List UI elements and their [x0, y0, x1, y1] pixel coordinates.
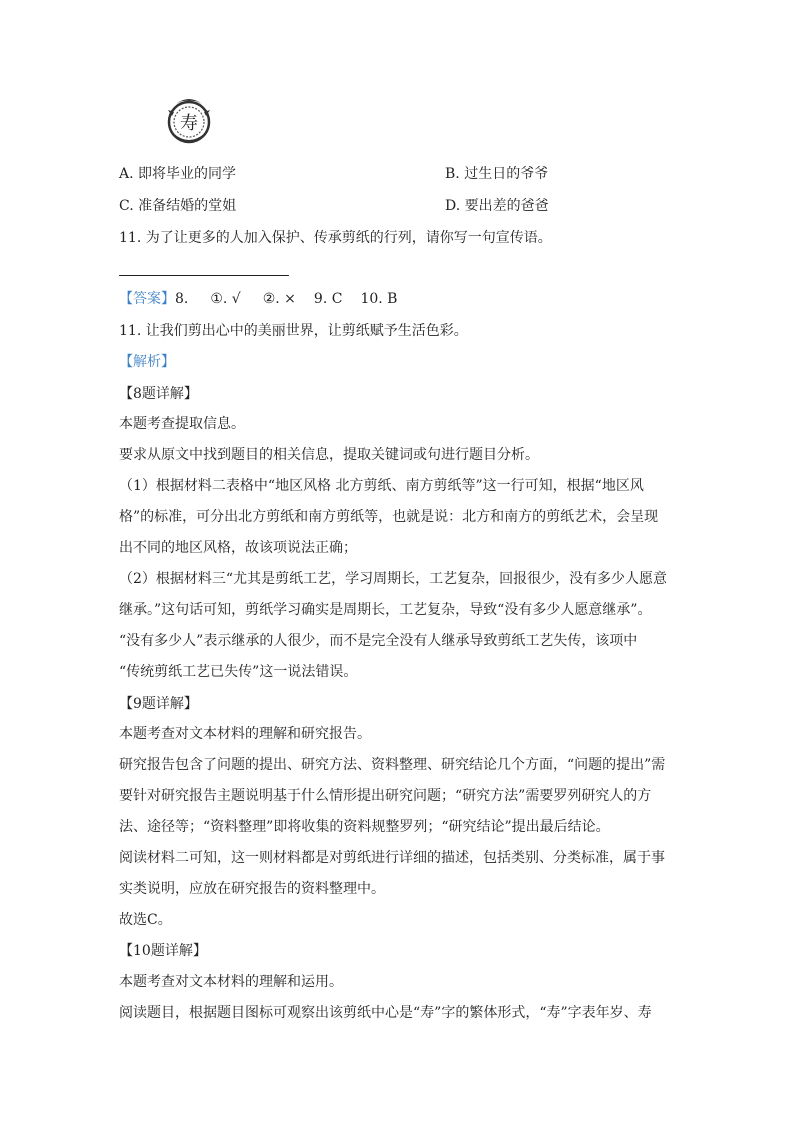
paragraph-line: 法、途径等；“资料整理”即将收集的资料规整罗列；“研究结论”提出最后结论。 [119, 819, 610, 835]
answer-10: 10. B [360, 291, 398, 307]
answer-8-2: ②. × [262, 291, 296, 307]
shou-papercut-image [166, 94, 212, 146]
paragraph-line: 要针对研究报告主题说明基于什么情形提出研究问题；“研究方法”需要罗列研究人的方 [119, 788, 652, 804]
paragraph-line: 阅读材料二可知，这一则材料都是对剪纸进行详细的描述，包括类别、分类标准，属于事 [119, 850, 665, 866]
answer-row [119, 289, 397, 309]
answer-8: 8. [175, 291, 189, 307]
option-b: B. 过生日的爷爷 [445, 166, 549, 182]
option-a: A. 即将毕业的同学 [119, 166, 237, 182]
answer-9: 9. C [313, 291, 343, 307]
heading-q9: 【9题详解】 [119, 696, 198, 712]
heading-q8: 【8题详解】 [119, 386, 198, 402]
question-11: 11. 为了让更多的人加入保护、传承剪纸的行列，请你写一句宣传语。 [119, 230, 552, 246]
paragraph-line: 要求从原文中找到题目的相关信息，提取关键词或句进行题目分析。 [119, 447, 539, 463]
answer-label: 【答案】 [119, 291, 175, 307]
paragraph-line: 本题考查提取信息。 [119, 416, 245, 432]
answer-blank-line [119, 275, 289, 276]
paragraph-line: 继承。”这句话可知，剪纸学习确实是周期长，工艺复杂，导致“没有多少人愿意继承”。 [119, 602, 652, 618]
paragraph-line: 出不同的地区风格，故该项说法正确； [119, 540, 357, 556]
paragraph-line: 本题考查对文本材料的理解和研究报告。 [119, 726, 371, 742]
paragraph-line: 本题考查对文本材料的理解和运用。 [119, 974, 343, 990]
paragraph-line: 实类说明，应放在研究报告的资料整理中。 [119, 881, 385, 897]
paragraph-line: “没有多少人”表示继承的人很少，而不是完全没有人继承导致剪纸工艺失传，该项中 [119, 633, 638, 649]
paragraph-line: 故选C。 [119, 912, 172, 928]
paragraph-line: “传统剪纸工艺已失传”这一说法错误。 [119, 664, 358, 680]
option-c: C. 准备结婚的堂姐 [119, 198, 237, 214]
paragraph-line: 研究报告包含了问题的提出、研究方法、资料整理、研究结论几个方面，“问题的提出”需 [119, 757, 666, 773]
answer-8-1: ①. √ [210, 291, 241, 307]
paragraph-line: （1）根据材料二表格中“地区风格 北方剪纸、南方剪纸等”这一行可知，根据“地区风 [119, 478, 644, 494]
paragraph-line: 阅读题目，根据题目图标可观察出该剪纸中心是“寿”字的繁体形式，“寿”字表年岁、寿 [119, 1005, 652, 1021]
answer-11: 11. 让我们剪出心中的美丽世界，让剪纸赋予生活色彩。 [119, 323, 468, 339]
analysis-label: 【解析】 [119, 354, 175, 370]
shou-char: 寿 [180, 113, 198, 134]
option-d: D. 要出差的爸爸 [445, 198, 549, 214]
paragraph-line: （2）根据材料三“尤其是剪纸工艺，学习周期长，工艺复杂，回报很少，没有多少人愿意 [119, 571, 668, 587]
paragraph-line: 格”的标准，可分出北方剪纸和南方剪纸等，也就是说：北方和南方的剪纸艺术，会呈现 [119, 509, 659, 525]
heading-q10: 【10题详解】 [119, 943, 207, 959]
